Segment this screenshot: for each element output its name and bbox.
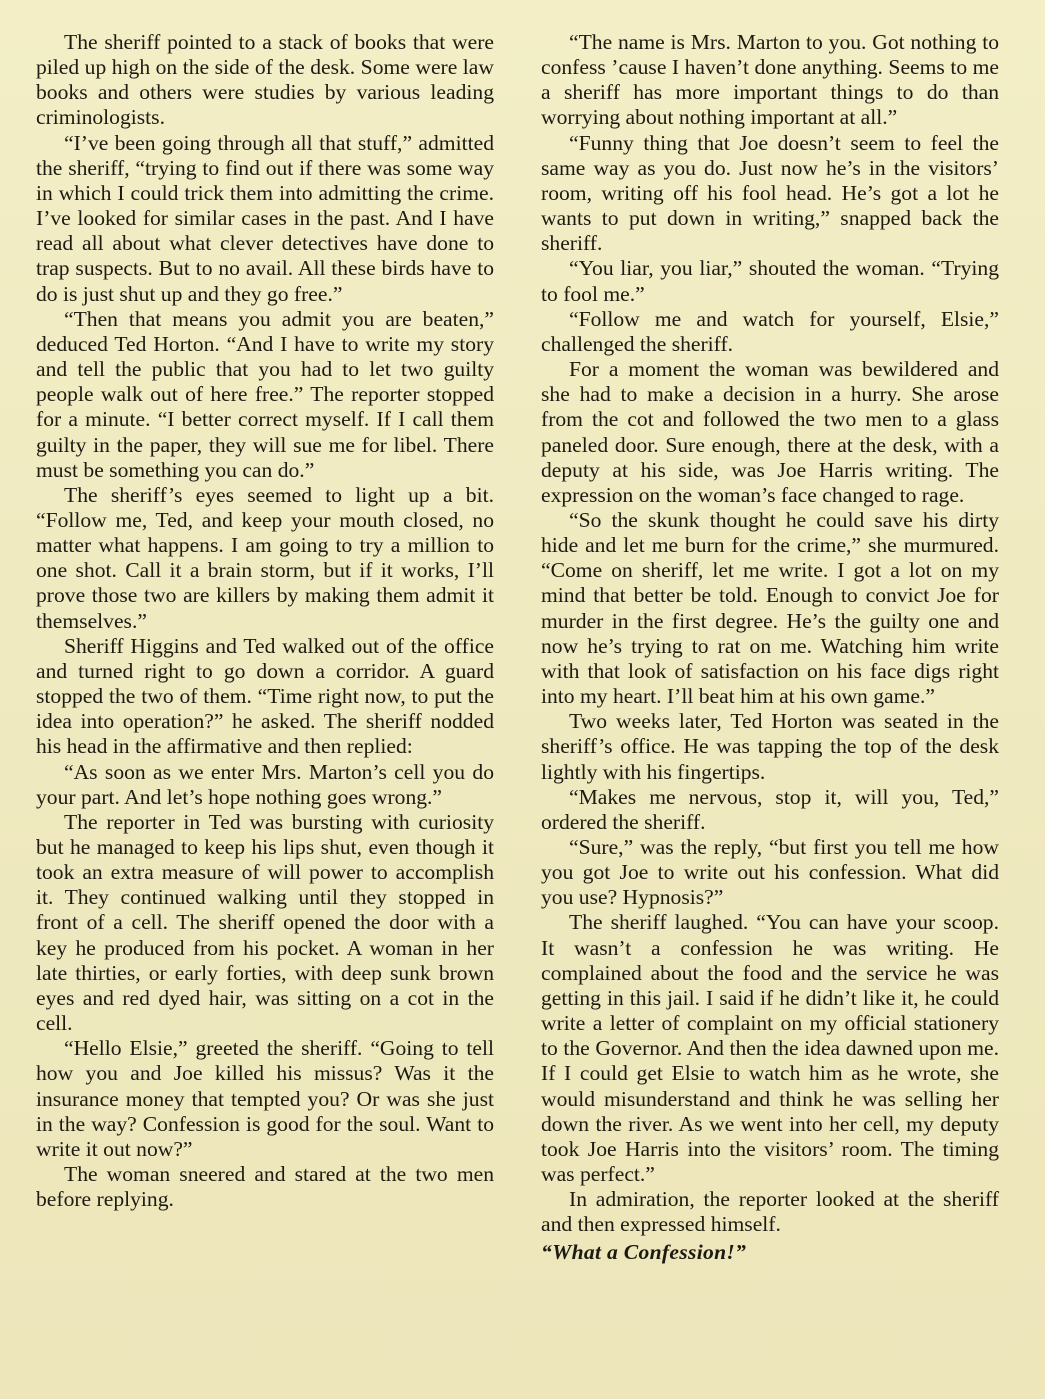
paragraph: The sheriff pointed to a stack of books that were piled up high on the side of the desk. Some were law books and others were studies by various leading criminologists.	[36, 30, 494, 130]
paragraph: The sheriff laughed. “You can have your scoop. It wasn’t a confession he was writing. He complained about the food and the service he was getting in this jail. I said if he didn’t like it, he could write a letter of complaint on my official stationery to the Governor. And then the idea dawned upon me. If I could get Elsie to watch him as he wrote, she would misunderstand and think he was selling her down the river. As we went into her cell, my deputy took Joe Harris into the visitors’ room. The timing was perfect.”	[541, 910, 999, 1187]
paragraph: In admiration, the reporter looked at the sheriff and then expressed himself.	[541, 1187, 999, 1237]
paragraph: “The name is Mrs. Marton to you. Got nothing to confess ’cause I haven’t done anything. Seems to me a sheriff has more important things to do than worrying about nothing important at all.”	[541, 30, 999, 130]
paragraph: The reporter in Ted was bursting with curiosity but he managed to keep his lips shut, even though it took an extra measure of will power to accomplish it. They continued walking until they stopped in front of a cell. The sheriff opened the door with a key he produced from his pocket. A woman in her late thirties, or early forties, with deep sunk brown eyes and red dyed hair, was sitting on a cot in the cell.	[36, 809, 494, 1036]
paragraph: The sheriff’s eyes seemed to light up a bit. “Follow me, Ted, and keep your mouth closed, no matter what happens. I am going to try a million to one shot. Call it a brain storm, but if it works, I’ll prove those two are killers by making them admit it themselves.”	[36, 482, 494, 633]
paragraph: “So the skunk thought he could save his dirty hide and let me burn for the crime,” she murmured. “Come on sheriff, let me write. I got a lot on my mind that better be told. Enough to convict Joe for murder in the first degree. He’s the guilty one and now he’s trying to rat on me. Watching him write with that look of satisfaction on his face digs right into my heart. I’ll beat him at his own game.”	[541, 507, 999, 709]
paragraph: The woman sneered and stared at the two men before replying.	[36, 1162, 494, 1212]
paragraph: “You liar, you liar,” shouted the woman. “Trying to fool me.”	[541, 256, 999, 306]
paragraph: Two weeks later, Ted Horton was seated in the sheriff’s office. He was tapping the top of the desk lightly with his fingertips.	[541, 709, 999, 784]
paragraph: “As soon as we enter Mrs. Marton’s cell you do your part. And let’s hope nothing goes wrong.”	[36, 759, 494, 809]
paragraph: “I’ve been going through all that stuff,” admitted the sheriff, “trying to find out if there was some way in which I could trick them into admitting the crime. I’ve looked for similar cases in the past. And I have read all about what clever detectives have done to trap suspects. But to no avail. All these birds have to do is just shut up and they go free.”	[36, 130, 494, 306]
paragraph: “Makes me nervous, stop it, will you, Ted,” ordered the sheriff.	[541, 784, 999, 834]
paragraph: “Funny thing that Joe doesn’t seem to feel the same way as you do. Just now he’s in the visitors’ room, writing off his fool head. He’s got a lot he wants to put down in writing,” snapped back the sheriff.	[541, 130, 999, 256]
closing-line: “What a Confession!”	[541, 1239, 747, 1264]
left-column	[36, 30, 494, 1212]
paragraph: “Sure,” was the reply, “but first you tell me how you got Joe to write out his confession. What did you use? Hypnosis?”	[541, 835, 999, 910]
paragraph: For a moment the woman was bewildered and she had to make a decision in a hurry. She arose from the cot and followed the two men to a glass paneled door. Sure enough, there at the desk, with a deputy at his side, was Joe Harris writing. The expression on the woman’s face changed to rage.	[541, 357, 999, 507]
paragraph: “Follow me and watch for yourself, Elsie,” challenged the sheriff.	[541, 306, 999, 356]
paragraph: Sheriff Higgins and Ted walked out of the office and turned right to go down a corridor. A guard stopped the two of them. “Time right now, to put the idea into operation?” he asked. The sheriff nodded his head in the affirmative and then replied:	[36, 633, 494, 759]
paragraph: “Then that means you admit you are beaten,” deduced Ted Horton. “And I have to write my story and tell the public that you had to let two guilty people walk out of here free.” The reporter stopped for a minute. “I better correct myself. If I call them guilty in the paper, they will sue me for libel. There must be something you can do.”	[36, 306, 494, 482]
paragraph: “Hello Elsie,” greeted the sheriff. “Going to tell how you and Joe killed his missus? Was it the insurance money that tempted you? Or was she just in the way? Confession is good for the soul. Want to write it out now?”	[36, 1036, 494, 1161]
right-column	[541, 30, 999, 1265]
